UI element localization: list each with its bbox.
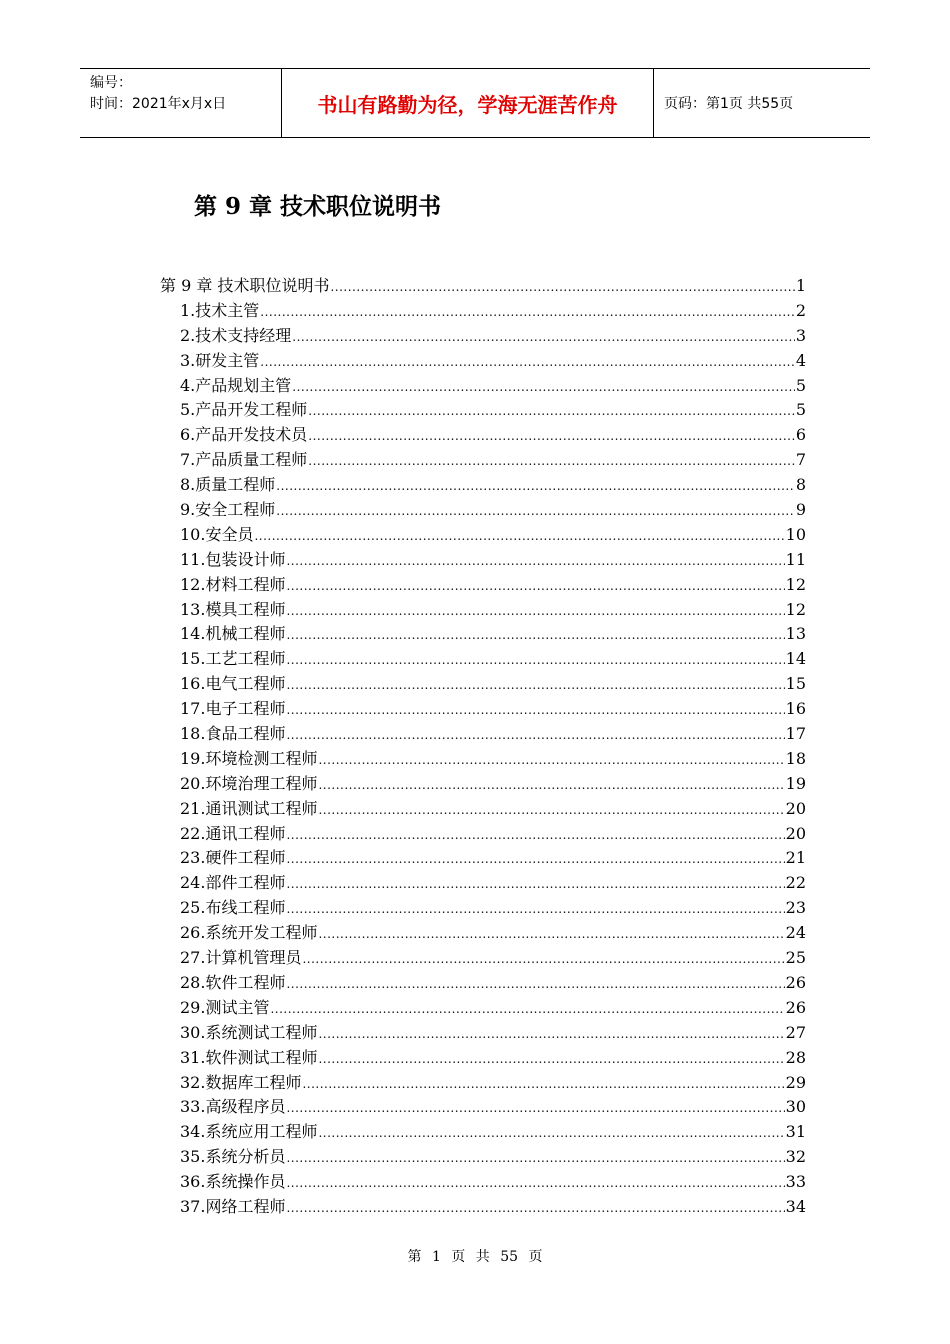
toc-leader-dots: [276, 504, 795, 518]
toc-entry-label: 24.部件工程师: [180, 873, 286, 893]
toc-entry-page: 24: [785, 923, 806, 943]
toc-leader-dots: [286, 628, 784, 642]
toc-entry-label: 26.系统开发工程师: [180, 923, 318, 943]
toc-leader-dots: [318, 803, 784, 817]
toc-leader-dots: [286, 852, 784, 866]
toc-leader-dots: [286, 877, 784, 891]
toc-leader-dots: [286, 1151, 784, 1165]
toc-leader-dots: [308, 429, 795, 443]
toc-entry[interactable]: [160, 845, 806, 870]
toc-leader-dots: [286, 579, 784, 593]
toc-entry[interactable]: [160, 1194, 806, 1219]
toc-leader-dots: [318, 1052, 784, 1066]
toc-leader-dots: [260, 305, 795, 319]
toc-entry-page: 30: [785, 1097, 806, 1117]
toc-leader-dots: [260, 355, 795, 369]
toc-entry-label: 14.机械工程师: [180, 624, 286, 644]
toc-leader-dots: [286, 1176, 784, 1190]
toc-entry-page: 26: [785, 997, 806, 1017]
toc-entry-label: 31.软件测试工程师: [180, 1047, 318, 1067]
toc-leader-dots: [292, 330, 795, 344]
toc-entry-page: 11: [785, 549, 806, 569]
toc-entry[interactable]: [160, 1094, 806, 1119]
toc-entry[interactable]: [160, 323, 806, 348]
toc-entry-page: 33: [785, 1172, 806, 1192]
toc-entry-page: 21: [785, 848, 806, 868]
toc-entry[interactable]: [160, 1045, 806, 1070]
toc-leader-dots: [286, 828, 784, 842]
toc-entry-page: 7: [795, 450, 806, 470]
toc-entry-label: 18.食品工程师: [180, 724, 286, 744]
header-meta: [80, 69, 282, 137]
toc-entry-label: 12.材料工程师: [180, 574, 286, 594]
toc-leader-dots: [270, 1002, 784, 1016]
toc-entry-page: 5: [795, 375, 806, 395]
toc-entry[interactable]: [160, 796, 806, 821]
toc-entry-page: 8: [795, 475, 806, 495]
toc-entry-page: 25: [785, 948, 806, 968]
toc-entry-page: 3: [795, 325, 806, 345]
toc-entry-label: 21.通讯测试工程师: [180, 798, 318, 818]
toc-entry-page: 23: [785, 898, 806, 918]
toc-entry-label: 32.数据库工程师: [180, 1072, 302, 1092]
toc-entry-label: 19.环境检测工程师: [180, 748, 318, 768]
toc-chapter-entry[interactable]: [160, 273, 806, 298]
toc-entry[interactable]: [160, 771, 806, 796]
toc-entry[interactable]: [160, 373, 806, 398]
toc-entry-page: 22: [785, 873, 806, 893]
toc-entry-page: 28: [785, 1047, 806, 1067]
toc-entry-page: 13: [785, 624, 806, 644]
toc-entry-label: 17.电子工程师: [180, 699, 286, 719]
toc-entry[interactable]: [160, 1070, 806, 1095]
toc-entry-page: 4: [795, 350, 806, 370]
toc-leader-dots: [254, 529, 784, 543]
toc-entry-page: 14: [785, 649, 806, 669]
toc-entry-label: 25.布线工程师: [180, 898, 286, 918]
toc-entry[interactable]: [160, 696, 806, 721]
page-footer: 第 1 页 共 55 页: [407, 1249, 543, 1265]
toc-entry[interactable]: [160, 348, 806, 373]
toc-entry-label: 15.工艺工程师: [180, 649, 286, 669]
toc-entry-label: 22.通讯工程师: [180, 823, 286, 843]
toc-entry-label: 第 9 章 技术职位说明书: [160, 276, 330, 295]
toc-entry[interactable]: [160, 547, 806, 572]
toc-entry[interactable]: [160, 597, 806, 622]
toc-leader-dots: [318, 778, 784, 792]
toc-leader-dots: [286, 604, 784, 618]
toc-entry-label: 16.电气工程师: [180, 674, 286, 694]
toc-leader-dots: [286, 703, 784, 717]
time-label: 时间：2021年x月x日: [90, 96, 227, 112]
toc-entry-page: 31: [785, 1122, 806, 1142]
toc-entry-page: 32: [785, 1147, 806, 1167]
toc-entry-label: 27.计算机管理员: [180, 948, 302, 968]
toc-leader-dots: [292, 380, 795, 394]
toc-entry-page: 20: [785, 823, 806, 843]
toc-entry[interactable]: [160, 447, 806, 472]
toc-entry-page: 19: [785, 773, 806, 793]
toc-entry[interactable]: [160, 970, 806, 995]
toc-leader-dots: [286, 678, 784, 692]
chapter-title: 第 9 章 技术职位说明书: [194, 193, 442, 220]
toc-entry[interactable]: [160, 422, 806, 447]
table-of-contents: [160, 273, 806, 1219]
toc-leader-dots: [308, 404, 795, 418]
toc-entry[interactable]: [160, 1020, 806, 1045]
toc-entry-label: 30.系统测试工程师: [180, 1022, 318, 1042]
toc-entry-label: 23.硬件工程师: [180, 848, 286, 868]
toc-leader-dots: [308, 454, 795, 468]
page-label: 页码：第1页 共55页: [664, 96, 794, 112]
toc-entry-page: 12: [785, 574, 806, 594]
header-motto-cell: [282, 69, 654, 137]
toc-entry[interactable]: [160, 621, 806, 646]
toc-entry[interactable]: [160, 522, 806, 547]
toc-entry[interactable]: [160, 920, 806, 945]
toc-entry[interactable]: [160, 945, 806, 970]
toc-entry-page: 15: [785, 674, 806, 694]
toc-entry[interactable]: [160, 1119, 806, 1144]
toc-entry[interactable]: [160, 671, 806, 696]
toc-leader-dots: [318, 1027, 784, 1041]
toc-entry[interactable]: [160, 472, 806, 497]
toc-entry-label: 33.高级程序员: [180, 1097, 286, 1117]
toc-leader-dots: [286, 902, 784, 916]
toc-entry-page: 18: [785, 748, 806, 768]
toc-entry-label: 5.产品开发工程师: [180, 400, 308, 420]
toc-leader-dots: [286, 1101, 784, 1115]
toc-entry-label: 37.网络工程师: [180, 1196, 286, 1216]
toc-leader-dots: [286, 554, 784, 568]
toc-entry[interactable]: [160, 298, 806, 323]
toc-leader-dots: [302, 1077, 784, 1091]
toc-leader-dots: [318, 753, 784, 767]
toc-entry[interactable]: [160, 746, 806, 771]
motto-text: 书山有路勤为径，学海无涯苦作舟: [317, 92, 618, 117]
toc-entry-label: 13.模具工程师: [180, 599, 286, 619]
toc-entry-page: 20: [785, 798, 806, 818]
toc-leader-dots: [286, 728, 784, 742]
serial-label: 编号：: [90, 75, 132, 91]
toc-entry-page: 17: [785, 724, 806, 744]
toc-entry-label: 20.环境治理工程师: [180, 773, 318, 793]
toc-leader-dots: [330, 280, 794, 294]
toc-leader-dots: [286, 1201, 784, 1215]
toc-entry-label: 4.产品规划主管: [180, 375, 292, 395]
toc-leader-dots: [318, 927, 784, 941]
toc-entry-label: 2.技术支持经理: [180, 325, 292, 345]
toc-entry[interactable]: [160, 895, 806, 920]
toc-entry[interactable]: [160, 721, 806, 746]
toc-leader-dots: [302, 952, 784, 966]
toc-entry-label: 6.产品开发技术员: [180, 425, 308, 445]
toc-leader-dots: [318, 1126, 784, 1140]
toc-leader-dots: [276, 479, 795, 493]
toc-entry[interactable]: [160, 870, 806, 895]
toc-entry-label: 8.质量工程师: [180, 475, 276, 495]
toc-entry-page: 16: [785, 699, 806, 719]
toc-entry-page: 12: [785, 599, 806, 619]
toc-entry-page: 10: [785, 524, 806, 544]
toc-entry[interactable]: [160, 1144, 806, 1169]
toc-entry-page: 29: [785, 1072, 806, 1092]
toc-entry-page: 6: [795, 425, 806, 445]
toc-entry-label: 36.系统操作员: [180, 1172, 286, 1192]
toc-entry[interactable]: [160, 821, 806, 846]
toc-entry[interactable]: [160, 397, 806, 422]
toc-entry-page: 1: [795, 276, 806, 295]
toc-entry[interactable]: [160, 646, 806, 671]
toc-entry-page: 34: [785, 1196, 806, 1216]
toc-entry-label: 1.技术主管: [180, 300, 260, 320]
toc-entry-label: 28.软件工程师: [180, 972, 286, 992]
page-header: [80, 68, 870, 138]
toc-entry-page: 27: [785, 1022, 806, 1042]
toc-entry-label: 7.产品质量工程师: [180, 450, 308, 470]
toc-entry[interactable]: [160, 497, 806, 522]
toc-entry-label: 11.包装设计师: [180, 549, 286, 569]
toc-entry-label: 10.安全员: [180, 524, 254, 544]
toc-leader-dots: [286, 977, 784, 991]
toc-entry[interactable]: [160, 995, 806, 1020]
toc-entry-page: 9: [795, 500, 806, 520]
toc-leader-dots: [286, 653, 784, 667]
toc-entry-label: 9.安全工程师: [180, 500, 276, 520]
toc-entry-page: 2: [795, 300, 806, 320]
toc-entry[interactable]: [160, 572, 806, 597]
toc-entry-label: 34.系统应用工程师: [180, 1122, 318, 1142]
header-page-cell: [654, 69, 870, 137]
toc-entry-page: 26: [785, 972, 806, 992]
toc-entry-label: 29.测试主管: [180, 997, 270, 1017]
toc-entry[interactable]: [160, 1169, 806, 1194]
toc-entry-label: 3.研发主管: [180, 350, 260, 370]
toc-entry-label: 35.系统分析员: [180, 1147, 286, 1167]
toc-entry-page: 5: [795, 400, 806, 420]
